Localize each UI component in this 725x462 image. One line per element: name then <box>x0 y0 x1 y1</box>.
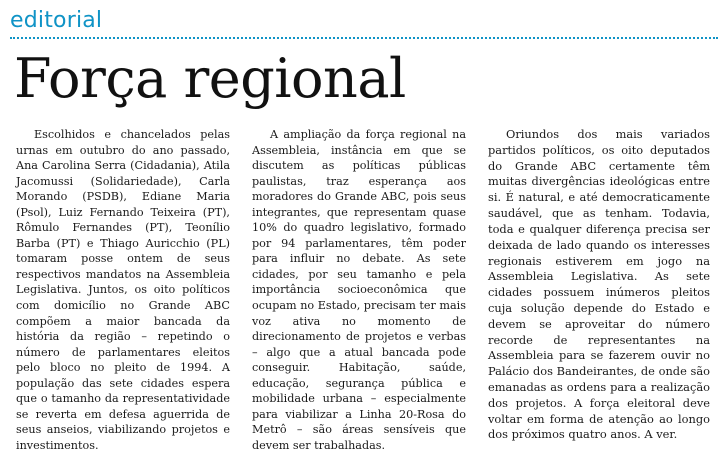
section-label: editorial <box>10 8 103 33</box>
article-column-2 <box>252 127 466 453</box>
paragraph: Oriundos dos mais variados partidos políticos, os oito deputados do Grande ABC certamente têm muitas divergências ideológicas entre si. É natural, e até democraticamente saudável, que as tenham. Todavia, toda e qualquer diferença precisa ser deixada de lado quando os interesses regionais estiverem em jogo na Assembleia Legislativa. As sete cidades possuem inúmeros pleitos cuja solução depende do Estado e devem se aproveitar do número recorde de representantes na Assembleia para se fazerem ouvir no Palácio dos Bandeirantes, de onde são emanadas as ordens para a realização dos projetos. A força eleitoral deve voltar em forma de atenção ao longo dos próximos quatro anos. A ver. <box>488 127 710 442</box>
article-column-1 <box>16 127 230 453</box>
paragraph: Escolhidos e chancelados pelas urnas em outubro do ano passado, Ana Carolina Serra (Cidadania), Atila Jacomussi (Solidariedade), Carla Morando (PSDB), Ediane Maria (Psol), Luiz Fernando Teixeira (PT), Rômulo Fernandes (PT), Teonílio Barba (PT) e Thiago Auricchio (PL) tomaram posse ontem de seus respectivos mandatos na Assembleia Legislativa. Juntos, os oito políticos com domicílio no Grande ABC compõem a maior bancada da história da região – repetindo o número de parlamentares eleitos pelo bloco no pleito de 1994. A população das sete cidades espera que o tamanho da representatividade se reverta em defesa aguerrida de seus anseios, viabilizando projetos e investimentos. <box>16 128 230 452</box>
section-divider <box>10 37 718 39</box>
article-column-3 <box>488 127 710 443</box>
headline: Força regional <box>14 47 406 110</box>
paragraph: A ampliação da força regional na Assembleia, instância em que se discutem as políticas públicas paulistas, traz esperança aos moradores do Grande ABC, pois seus integrantes, que representam quase 10% do quadro legislativo, formado por 94 parlamentares, têm poder para influir no debate. As sete cidades, por seu tamanho e pela importância socioeconômica que ocupam no Estado, precisam ter mais voz ativa no momento de direcionamento de projetos e verbas – algo que a atual bancada pode conseguir. Habitação, saúde, educação, segurança pública e mobilidade urbana – especialmente para viabilizar a Linha 20-Rosa do Metrô – são áreas sensíveis que devem ser trabalhadas. <box>252 128 466 452</box>
